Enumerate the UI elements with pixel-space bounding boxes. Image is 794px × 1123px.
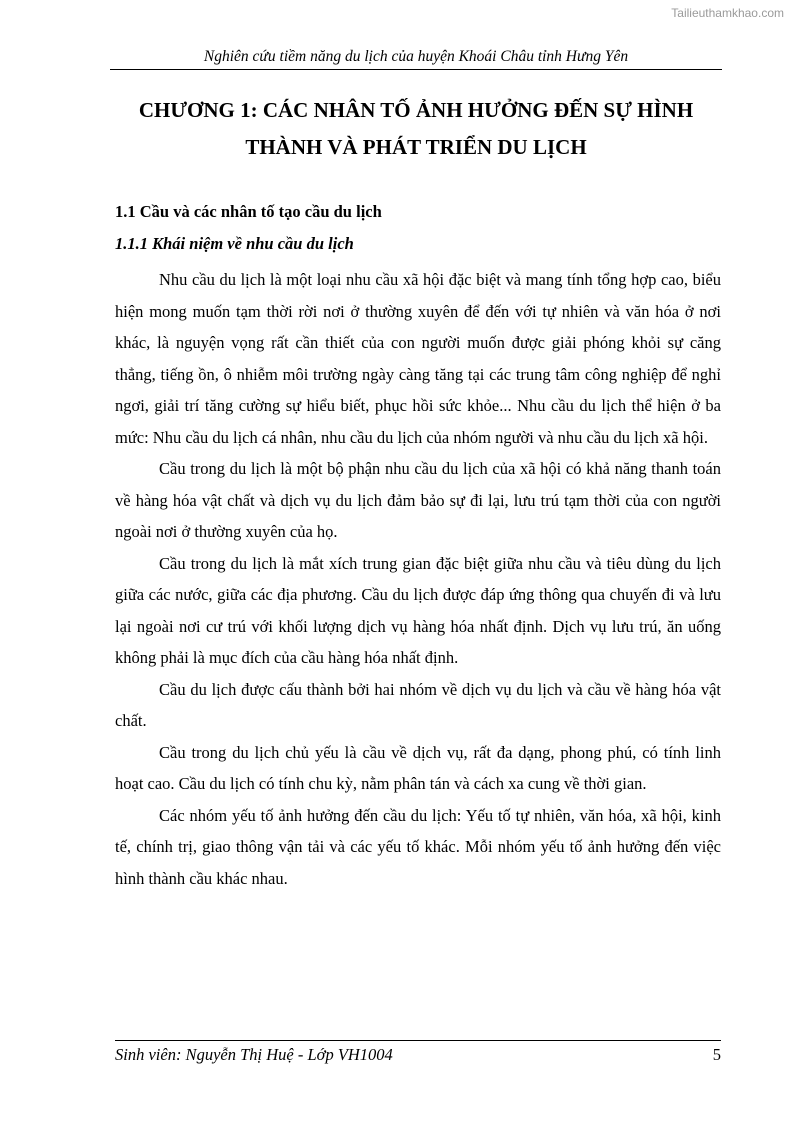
paragraph: Cầu du lịch được cấu thành bởi hai nhóm về dịch vụ du lịch và cầu về hàng hóa vật chất. <box>115 679 721 730</box>
page-footer <box>115 1040 721 1065</box>
body-text <box>115 264 721 894</box>
chapter-title-line-2: THÀNH VÀ PHÁT TRIỂN DU LỊCH <box>245 135 587 159</box>
section-heading: 1.1 Cầu và các nhân tố tạo cầu du lịch <box>115 202 382 221</box>
paragraph: Cầu trong du lịch là một bộ phận nhu cầu du lịch của xã hội có khả năng thanh toán về hàng hóa vật chất và dịch vụ du lịch đảm bảo sự đi lại, lưu trú tạm thời của con người ngoài nơi ở thường xuyên của họ. <box>115 459 721 541</box>
subsection-heading: 1.1.1 Khái niệm về nhu cầu du lịch <box>115 234 354 253</box>
paragraph: Cầu trong du lịch là mắt xích trung gian đặc biệt giữa nhu cầu và tiêu dùng du lịch giữa các nước, giữa các địa phương. Cầu du lịch được đáp ứng thông qua chuyến đi và lưu lại ngoài nơi cư trú với khối lượng dịch vụ hàng hóa nhất định. Dịch vụ lưu trú, ăn uống không phải là mục đích của cầu hàng hóa nhất định. <box>115 553 721 667</box>
watermark: Tailieuthamkhao.com <box>671 6 784 20</box>
paragraph: Nhu cầu du lịch là một loại nhu cầu xã hội đặc biệt và mang tính tổng hợp cao, biểu hiện mong muốn tạm thời rời nơi ở thường xuyên để đến với tự nhiên và văn hóa ở nơi khác, là nguyện vọng rất cần thiết của con người muốn được giải phóng khỏi sự căng thẳng, tiếng ồn, ô nhiễm môi trường ngày càng tăng tại các trung tâm công nghiệp để nghỉ ngơi, giải trí tăng cường sự hiểu biết, phục hồi sức khỏe... Nhu cầu du lịch thể hiện ở ba mức: Nhu cầu du lịch cá nhân, nhu cầu du lịch của nhóm người và nhu cầu du lịch xã hội. <box>115 270 721 447</box>
chapter-title <box>110 92 722 166</box>
paragraph: Các nhóm yếu tố ảnh hưởng đến cầu du lịch: Yếu tố tự nhiên, văn hóa, xã hội, kinh tế, chính trị, giao thông vận tải và các yếu tố khác. Mỗi nhóm yếu tố ảnh hưởng đến việc hình thành cầu khác nhau. <box>115 805 721 888</box>
paragraph: Cầu trong du lịch chủ yếu là cầu về dịch vụ, rất đa dạng, phong phú, có tính linh hoạt cao. Cầu du lịch có tính chu kỳ, nằm phân tán và cách xa cung về thời gian. <box>115 742 721 793</box>
page-number: 5 <box>712 1045 721 1064</box>
chapter-title-line-1: CHƯƠNG 1: CÁC NHÂN TỐ ẢNH HƯỞNG ĐẾN SỰ HÌNH <box>138 98 694 122</box>
page-header: Nghiên cứu tiềm năng du lịch của huyện Khoái Châu tỉnh Hưng Yên <box>110 48 722 70</box>
footer-student-info: Sinh viên: Nguyễn Thị Huệ - Lớp VH1004 <box>115 1045 393 1064</box>
